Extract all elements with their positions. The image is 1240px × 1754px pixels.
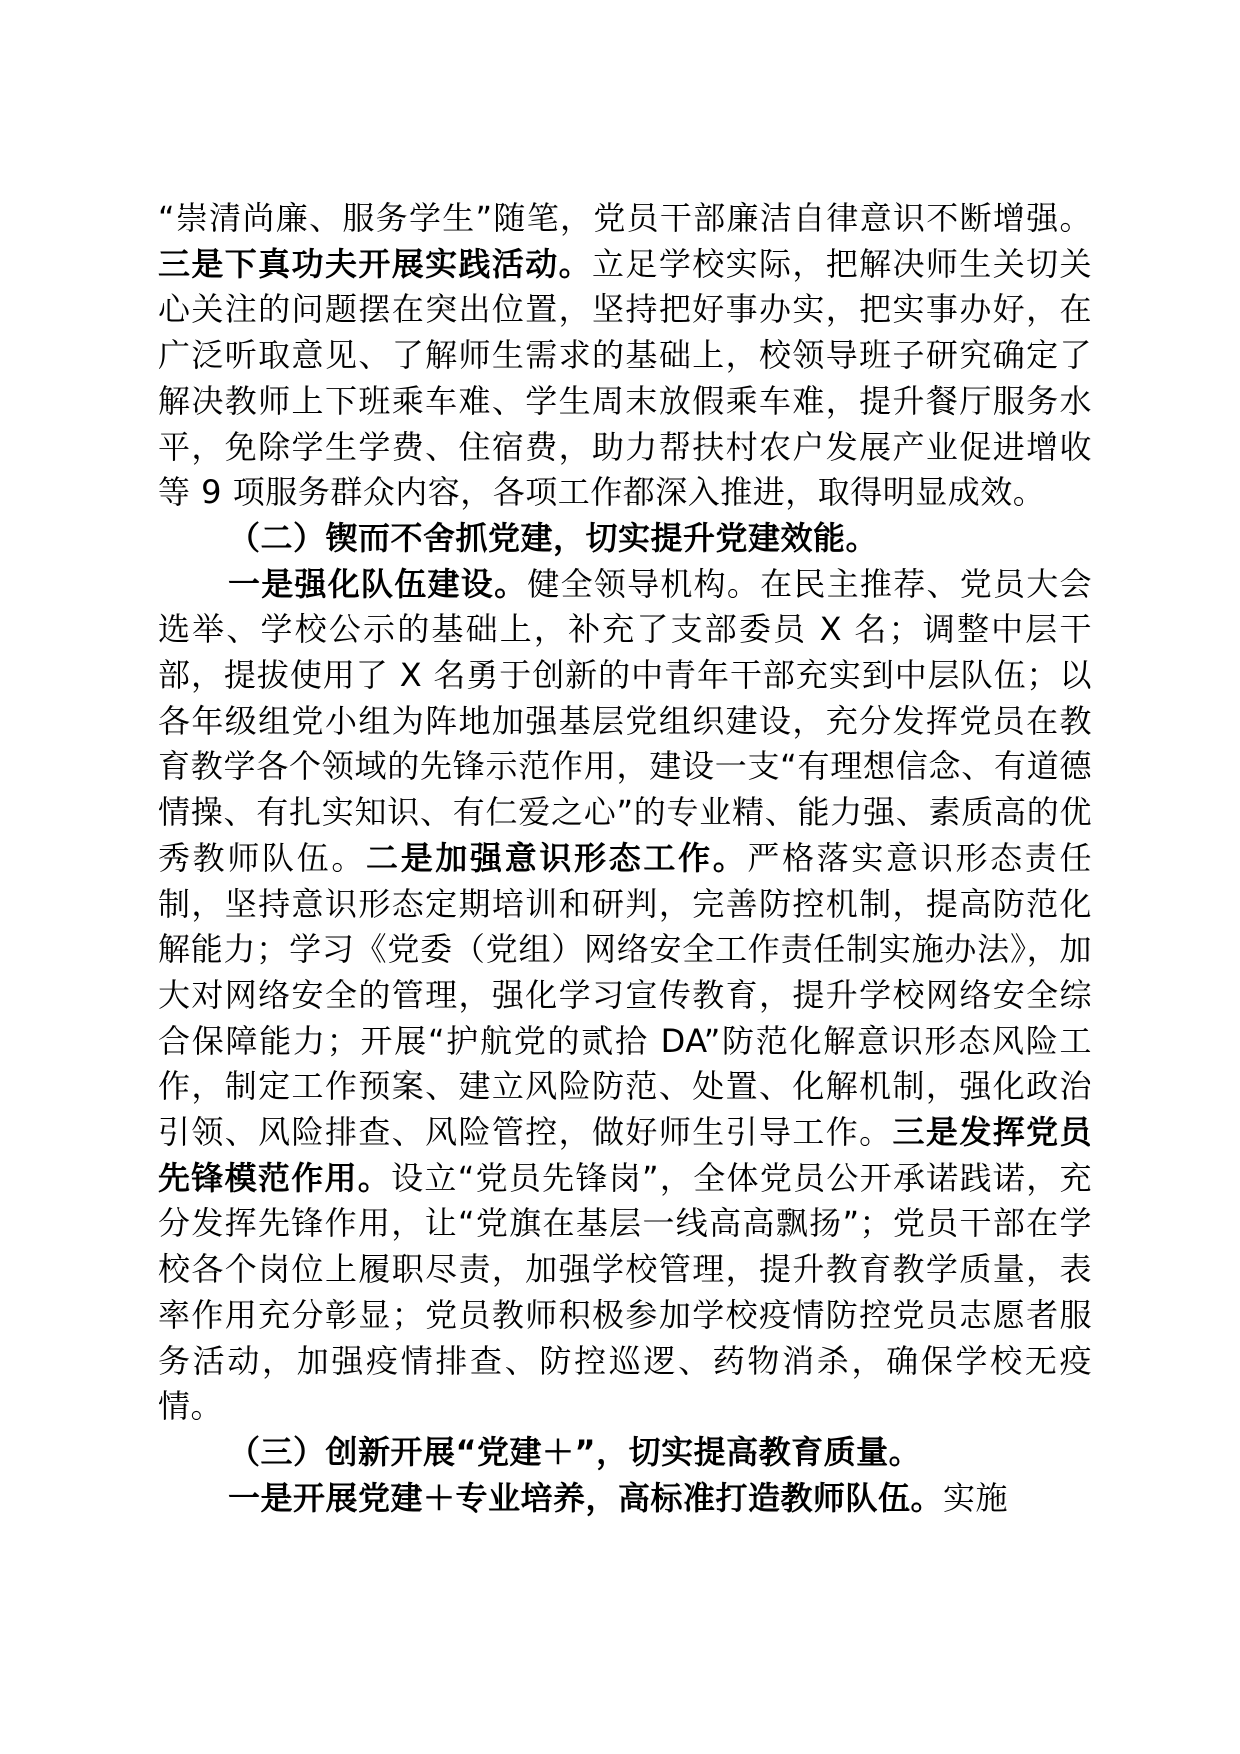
bold-lead-phrase: 一是开展党建＋专业培养，高标准打造教师队伍。 [228, 1478, 944, 1517]
paragraph-text: “崇清尚廉、服务学生”随笔，党员干部廉洁自律意识不断增强。 [158, 199, 1092, 237]
paragraph-text: 设立“党员先锋岗”，全体党员公开承诺践诺，充分发挥先锋作用，让“党旗在基层一线高高飘扬”；党员干部在学校各个岗位上履职尽责，加强学校管理，提升教育教学质量，表率作用充分彰显；党员教师积极参加学校疫情防控党员志愿者服务活动，加强疫情排查、防控巡逻、药物消杀，确保学校无疫情。 [158, 1158, 1092, 1426]
paragraph-practice-activities [158, 196, 1092, 516]
paragraph-text: 立足学校实际，把解决师生关切关心关注的问题摆在突出位置，坚持把好事办实，把实事办好，在广泛听取意见、了解师生需求的基础上，校领导班子研究确定了解决教师上下班乘车难、学生周末放假乘车难，提升餐厅服务水平，免除学生学费、住宿费，助力帮扶村农户发展产业促进增收等 9 项服务群众内容，各项工作都深入推进，取得明显成效。 [158, 244, 1092, 512]
bold-lead-phrase: 二是加强意识形态工作。 [366, 838, 748, 877]
section-heading-3: （三）创新开展“党建＋”，切实提高教育质量。 [228, 1432, 922, 1471]
paragraph-text: 健全领导机构。在民主推荐、党员大会选举、学校公示的基础上，补充了支部委员 X 名；调整中层干部，提拔使用了 X 名勇于创新的中青年干部充实到中层队伍；以各年级组党小组为阵地加强基层党组织建设，充分发挥党员在教育教学各个领域的先锋示范作用，建设一支“有理想信念、有道德情操、有扎实知识、有仁爱之心”的专业精、能力强、素质高的优秀教师队伍。 [158, 564, 1092, 877]
paragraph-text: 实施 [943, 1478, 1009, 1517]
bold-lead-phrase: 三是下真功夫开展实践活动。 [158, 244, 593, 283]
section-heading-2: （二）锲而不舍抓党建，切实提升党建效能。 [228, 518, 879, 557]
paragraph-party-building [158, 562, 1092, 1430]
document-page [158, 196, 1092, 1521]
bold-lead-phrase: 一是强化队伍建设。 [228, 564, 528, 603]
paragraph-teacher-training [158, 1476, 1092, 1522]
bold-lead-phrase: 三是发挥党员先锋模范作用。 [158, 1113, 1092, 1197]
paragraph-text: 严格落实意识形态责任制，坚持意识形态定期培训和研判，完善防控机制，提高防范化解能力；学习《党委（党组）网络安全工作责任制实施办法》，加大对网络安全的管理，强化学习宣传教育，提升学校网络安全综合保障能力；开展“护航党的贰拾 DA”防范化解意识形态风险工作，制定工作预案、建立风险防范、处置、化解机制，强化政治引领、风险排查、风险管控，做好师生引导工作。 [158, 838, 1092, 1152]
